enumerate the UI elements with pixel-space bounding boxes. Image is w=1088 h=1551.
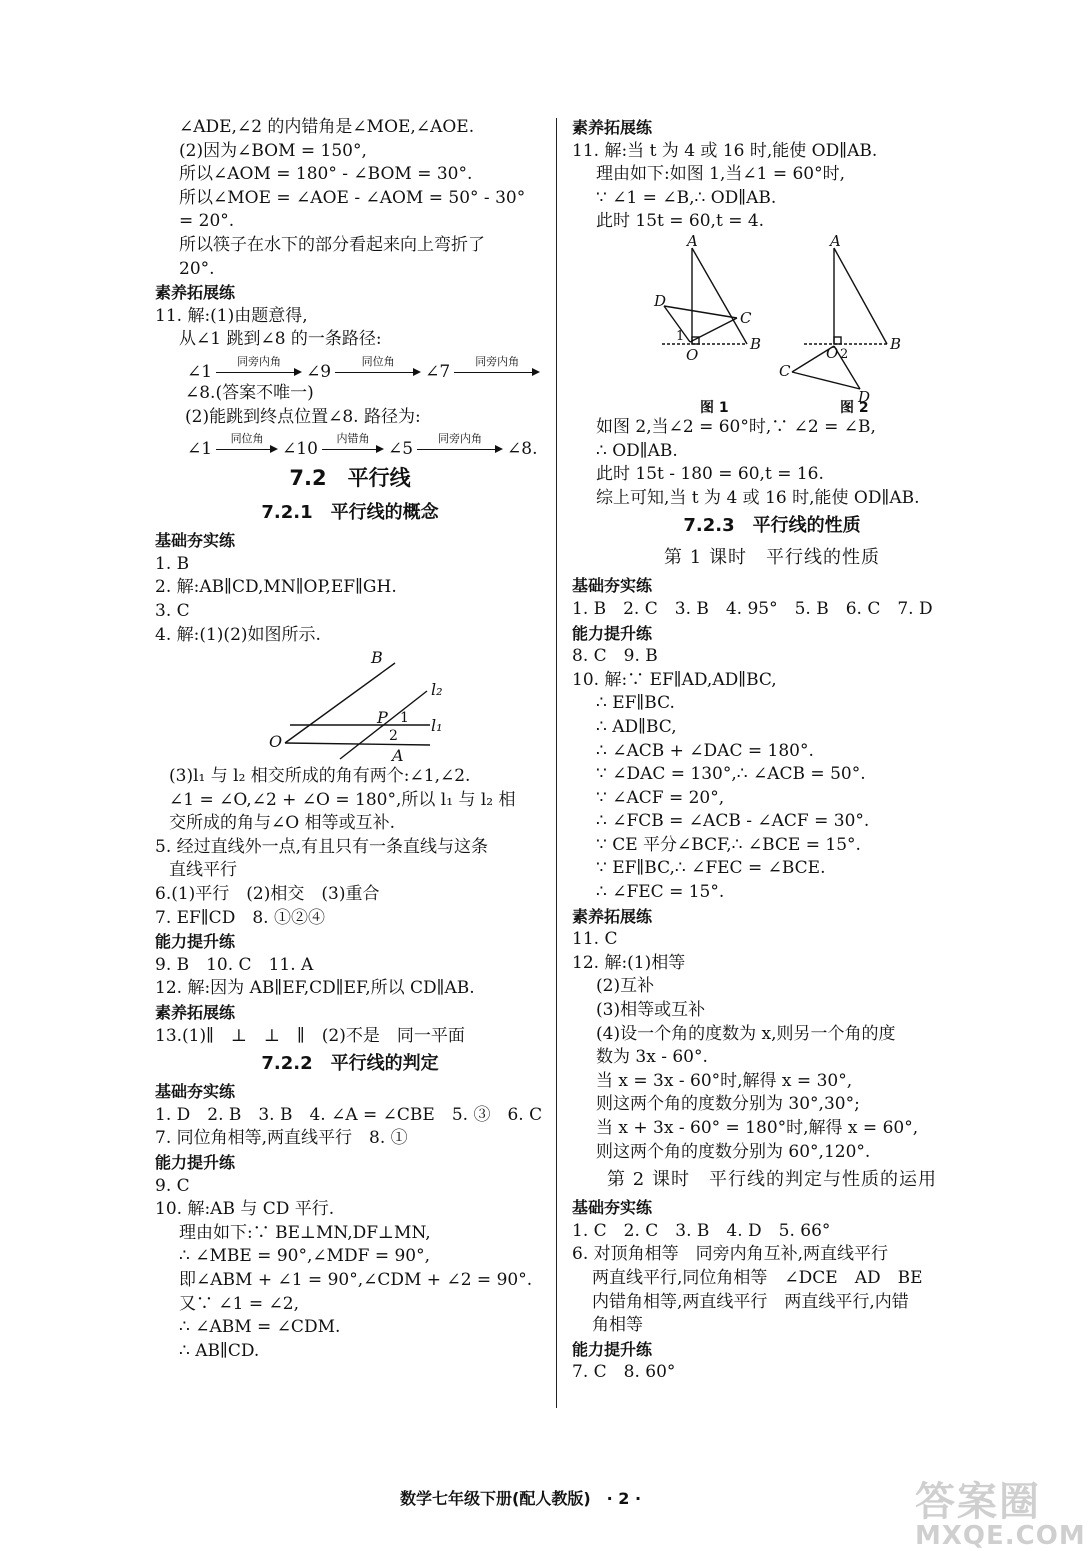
label-O: O <box>269 732 283 752</box>
text-line: 12. 解:因为 AB∥EF,CD∥EF,所以 CD∥AB. <box>155 978 475 999</box>
fig2-label-B: B <box>890 334 902 353</box>
text-line: ∠ADE,∠2 的内错角是∠MOE,∠AOE. <box>179 117 475 137</box>
left-column <box>155 116 545 1363</box>
jump-path-1 <box>155 352 545 382</box>
label-l2: l₂ <box>431 680 443 700</box>
text-line: 5. 经过直线外一点,有且只有一条直线与这条 <box>155 836 489 857</box>
angle-node: ∠7 <box>425 361 451 382</box>
label-A: A <box>392 746 404 766</box>
text-line: 11. C <box>572 929 618 950</box>
angle-node: ∠1 <box>187 361 213 382</box>
text-line: 1. D 2. B 3. B 4. ∠A = ∠CBE 5. ③ 6. C <box>155 1104 543 1125</box>
text-line: (2)互补 <box>596 976 655 997</box>
text-line: 10. 解:∵ EF∥AD,AD∥BC, <box>572 669 777 690</box>
text-line: 如图 2,当∠2 = 60°时,∵ ∠2 = ∠B, <box>596 416 876 437</box>
section-label: 能力提升练 <box>572 1339 653 1359</box>
column-divider <box>556 118 557 1408</box>
text-line: 8. C 9. B <box>572 646 658 667</box>
angle-node: ∠10 <box>282 439 318 460</box>
text-line: 当 x = 3x - 60°时,解得 x = 30°, <box>596 1070 853 1091</box>
text-line: ∴ ∠FEC = 15°. <box>596 882 725 903</box>
text-line: 从∠1 跳到∠8 的一条路径: <box>179 329 382 350</box>
parallel-lines-figure <box>155 647 545 765</box>
lesson-heading: 第 1 课时 平行线的性质 <box>664 547 880 569</box>
text-line: ∵ ∠1 = ∠B,∴ OD∥AB. <box>596 187 777 208</box>
section-label: 基础夯实练 <box>155 1082 236 1102</box>
fig1-label-1: 1 <box>676 328 685 344</box>
fig2-label-C: C <box>779 361 791 380</box>
text-line: ∠8.(答案不唯一) <box>185 382 314 403</box>
text-line: 6.(1)平行 (2)相交 (3)重合 <box>155 884 380 905</box>
text-line: 数为 3x - 60°. <box>596 1047 708 1068</box>
arrow <box>322 432 384 459</box>
text-line: ∴ AB∥CD. <box>179 1340 260 1361</box>
jump-path-2 <box>155 429 545 459</box>
text-line: 当 x + 3x - 60° = 180°时,解得 x = 60°, <box>596 1118 919 1138</box>
arrow <box>454 354 540 382</box>
text-line: 10. 解:AB 与 CD 平行. <box>155 1199 335 1220</box>
text-line: ∵ ∠ACF = 20°, <box>596 787 725 808</box>
fig1-label-C: C <box>740 308 752 327</box>
text-line: 20°. <box>179 258 215 279</box>
section-label: 素养拓展练 <box>155 283 236 303</box>
angle-node: ∠8. <box>507 439 538 460</box>
arrow-label: 同位角 <box>230 432 264 446</box>
text-line: 4. 解:(1)(2)如图所示. <box>155 624 321 645</box>
fig1-label-D: D <box>654 291 667 310</box>
text-line: ∴ ∠ABM = ∠CDM. <box>179 1317 341 1338</box>
text-line: 此时 15t = 60,t = 4. <box>596 211 765 232</box>
section-label: 基础夯实练 <box>572 576 653 596</box>
text-line: 角相等 <box>592 1315 643 1336</box>
section-label: 基础夯实练 <box>155 531 236 551</box>
arrow <box>216 354 302 382</box>
section-label: 素养拓展练 <box>572 118 653 137</box>
text-line: ∴ ∠FCB = ∠ACB - ∠ACF = 30°. <box>596 811 870 832</box>
text-line: 综上可知,当 t 为 4 或 16 时,能使 OD∥AB. <box>596 487 920 508</box>
text-line: 11. 解:当 t 为 4 或 16 时,能使 OD∥AB. <box>572 140 878 161</box>
text-line: 所以∠AOM = 180° - ∠BOM = 30°. <box>179 164 473 185</box>
fig2-label-O: O <box>826 343 839 362</box>
text-line: 所以∠MOE = ∠AOE - ∠AOM = 50° - 30° <box>179 187 526 208</box>
text-line: 12. 解:(1)相等 <box>572 952 686 973</box>
text-line: 则这两个角的度数分别为 30°,30°; <box>596 1094 860 1115</box>
text-line: 交所成的角与∠O 相等或互补. <box>169 813 395 834</box>
section-label: 素养拓展练 <box>155 1003 236 1023</box>
angle-node: ∠9 <box>306 361 332 382</box>
text-line: 所以筷子在水下的部分看起来向上弯折了 <box>179 234 485 255</box>
text-line: (3)l₁ 与 l₂ 相交所成的角有两个:∠1,∠2. <box>169 766 471 787</box>
section-label: 素养拓展练 <box>572 906 653 926</box>
text-line: 内错角相等,两直线平行 两直线平行,内错 <box>592 1291 909 1312</box>
label-B: B <box>371 648 383 668</box>
text-line: (4)设一个角的度数为 x,则另一个角的度 <box>596 1023 896 1044</box>
fig1-label-O: O <box>686 345 699 364</box>
text-line: = 20°. <box>179 211 235 232</box>
subsection-heading: 7.2.3 平行线的性质 <box>683 515 861 537</box>
text-line: ∠1 = ∠O,∠2 + ∠O = 180°,所以 l₁ 与 l₂ 相 <box>169 789 516 810</box>
section-label: 能力提升练 <box>155 1153 236 1172</box>
arrow <box>417 432 503 459</box>
page-footer: 数学七年级下册(配人教版) · 2 · <box>400 1489 642 1508</box>
text-line: 两直线平行,同位角相等 ∠DCE AD BE <box>592 1267 923 1288</box>
arrow-label: 同位角 <box>361 354 395 368</box>
text-line: 7. EF∥CD 8. ①②④ <box>155 907 325 928</box>
section-label: 基础夯实练 <box>572 1198 653 1218</box>
arrow <box>216 432 278 459</box>
fig2-label-A: A <box>830 233 841 250</box>
figure-caption-1: 图 1 <box>700 399 729 416</box>
watermark-url: MXQE.COM <box>915 1521 1086 1551</box>
text-line: 11. 解:(1)由题意得, <box>155 305 308 326</box>
fig1-label-B: B <box>750 334 762 353</box>
triangle-figures <box>572 234 972 416</box>
text-line: 9. B 10. C 11. A <box>155 954 314 975</box>
text-line: 1. B <box>155 553 190 574</box>
section-label: 能力提升练 <box>155 932 236 952</box>
fig2-label-2: 2 <box>840 346 849 362</box>
lesson-heading: 第 2 课时 平行线的判定与性质的运用 <box>607 1169 937 1191</box>
section-heading: 7.2 平行线 <box>289 466 411 491</box>
text-line: ∵ ∠DAC = 130°,∴ ∠ACB = 50°. <box>596 764 866 785</box>
text-line: 6. 对顶角相等 同旁内角互补,两直线平行 <box>572 1244 889 1265</box>
text-line: (2)因为∠BOM = 150°, <box>179 140 367 161</box>
text-line: ∴ ∠ACB + ∠DAC = 180°. <box>596 740 814 761</box>
text-line: 则这两个角的度数分别为 60°,120°. <box>596 1141 871 1162</box>
text-line: 即∠ABM + ∠1 = 90°,∠CDM + ∠2 = 90°. <box>179 1269 533 1290</box>
text-line: ∴ ∠MBE = 90°,∠MDF = 90°, <box>179 1246 431 1267</box>
fig1-label-A: A <box>687 233 698 250</box>
text-line: 又∵ ∠1 = ∠2, <box>179 1293 299 1314</box>
angle-node: ∠5 <box>387 439 414 460</box>
text-line: 理由如下:∵ BE⊥MN,DF⊥MN, <box>179 1222 431 1243</box>
section-label: 能力提升练 <box>572 623 653 643</box>
text-line: ∴ OD∥AB. <box>596 440 678 461</box>
watermark-logo <box>915 1470 1086 1551</box>
label-P: P <box>377 708 388 728</box>
text-line: (3)相等或互补 <box>596 1000 706 1021</box>
arrow-label: 同旁内角 <box>438 432 483 446</box>
arrow-label: 同旁内角 <box>237 354 282 368</box>
watermark-text: 答案圈 <box>915 1479 1041 1525</box>
text-line: 9. C <box>155 1175 190 1196</box>
text-line: 13.(1)∥ ⊥ ⊥ ∥ (2)不是 同一平面 <box>155 1025 465 1046</box>
text-line: ∴ AD∥BC, <box>596 716 677 737</box>
text-line: 直线平行 <box>169 860 237 881</box>
text-line: 7. 同位角相等,两直线平行 8. ① <box>155 1128 408 1149</box>
text-line: (2)能跳到终点位置∠8. 路径为: <box>185 406 421 427</box>
fig2-label-D: D <box>858 387 871 406</box>
arrow <box>335 354 421 382</box>
text-line: 7. C 8. 60° <box>572 1362 676 1383</box>
arrow-label: 同旁内角 <box>475 354 520 368</box>
text-line: 此时 15t - 180 = 60,t = 16. <box>596 464 824 485</box>
text-line: 1. B 2. C 3. B 4. 95° 5. B 6. C 7. D <box>572 598 933 619</box>
text-line: 3. C <box>155 600 190 621</box>
subsection-heading: 7.2.1 平行线的概念 <box>261 502 439 524</box>
right-column <box>572 116 972 1385</box>
text-line: 2. 解:AB∥CD,MN∥OP,EF∥GH. <box>155 577 397 598</box>
text-line: ∵ EF∥BC,∴ ∠FEC = ∠BCE. <box>596 858 826 879</box>
text-line: 理由如下:如图 1,当∠1 = 60°时, <box>596 164 845 185</box>
text-line: ∴ EF∥BC. <box>596 693 675 714</box>
label-2: 2 <box>389 728 398 745</box>
arrow-label: 内错角 <box>336 432 370 446</box>
ray-OB <box>285 663 395 743</box>
subsection-heading: 7.2.2 平行线的判定 <box>261 1053 439 1075</box>
label-1: 1 <box>400 710 409 727</box>
label-l1: l₁ <box>431 716 443 736</box>
text-line: ∵ CE 平分∠BCF,∴ ∠BCE = 15°. <box>596 834 861 855</box>
figure-caption-2: 图 2 <box>840 399 869 416</box>
text-line: 1. C 2. C 3. B 4. D 5. 66° <box>572 1220 831 1241</box>
angle-node: ∠1 <box>187 439 213 460</box>
